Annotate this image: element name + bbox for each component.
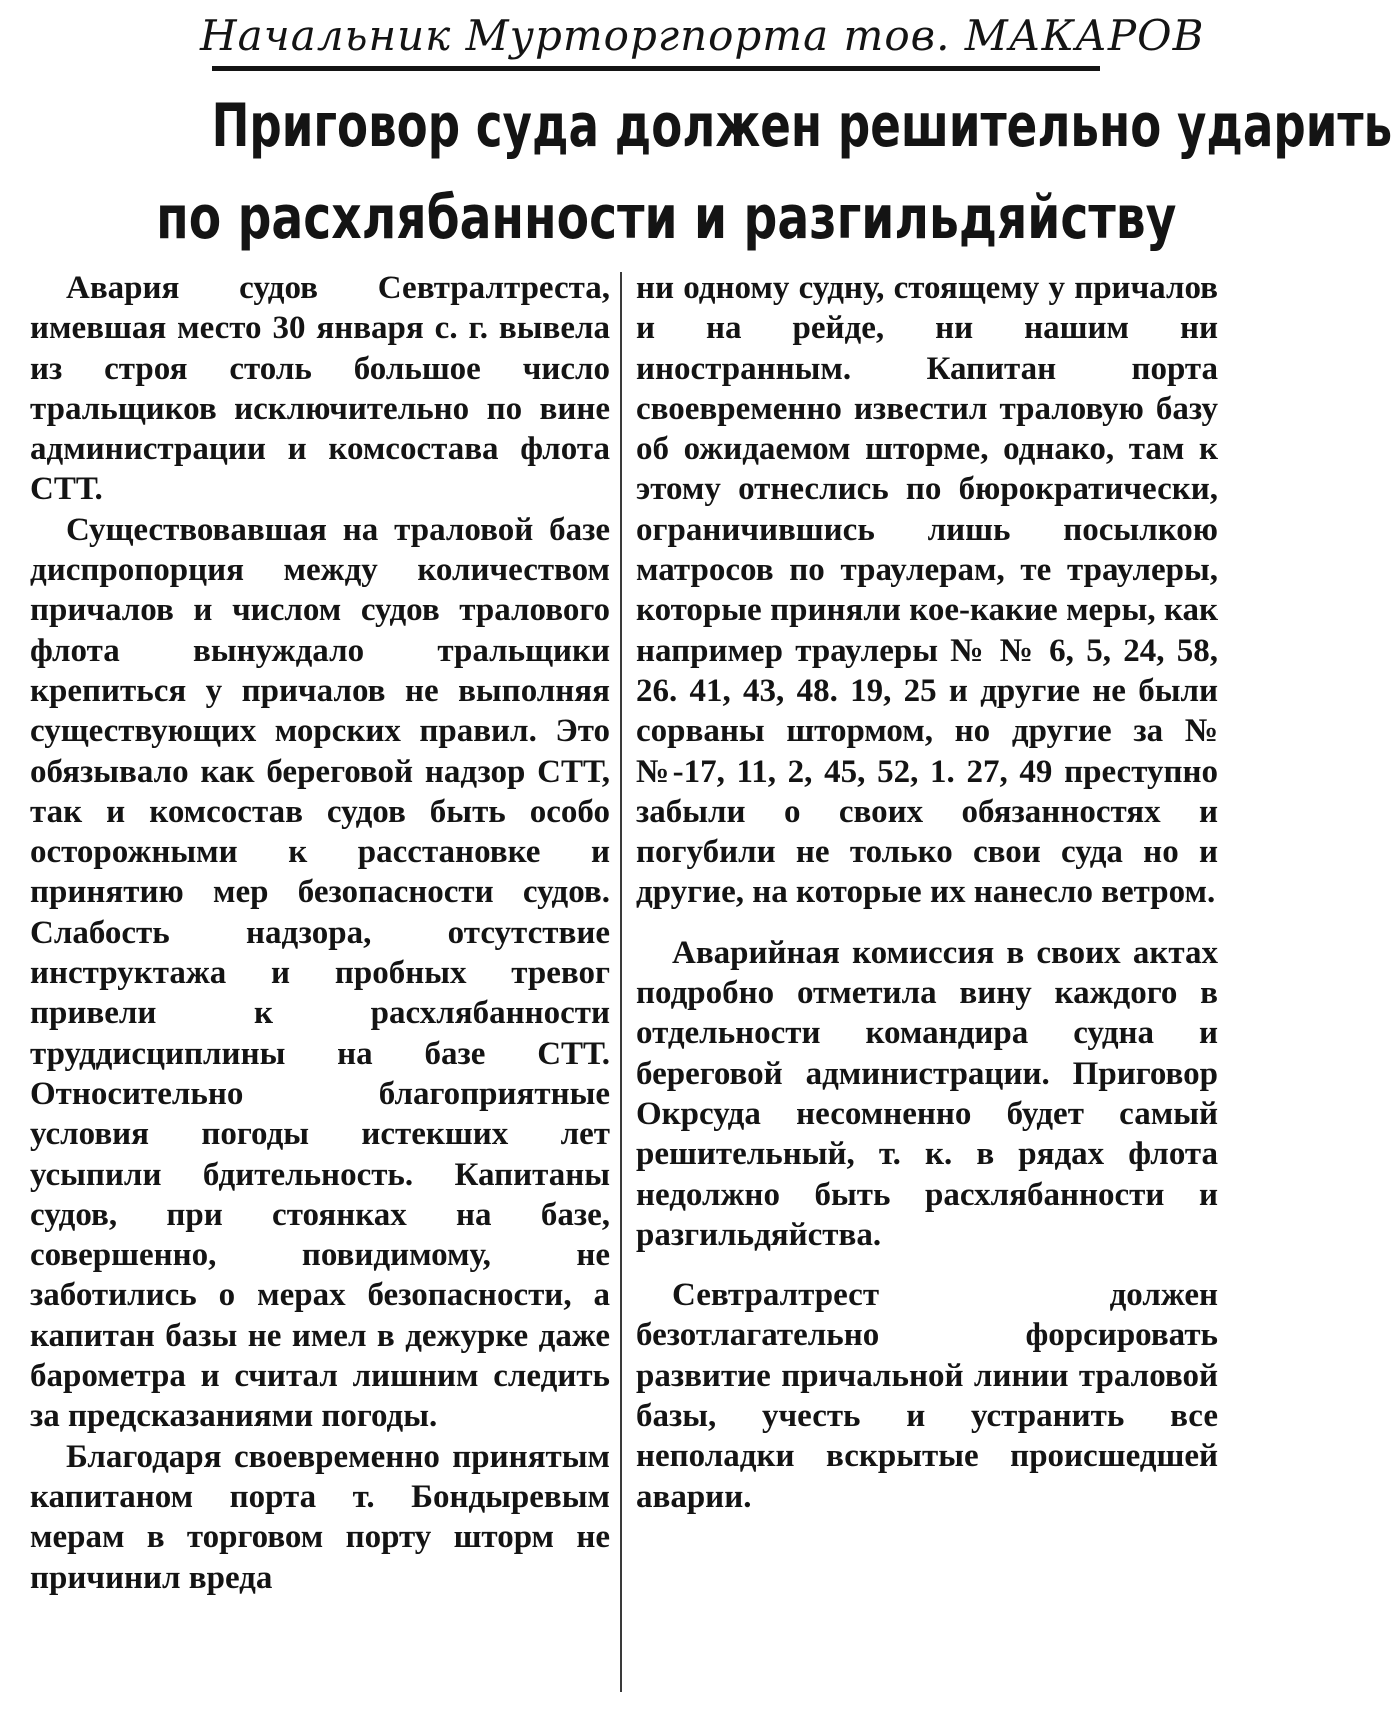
article-column-left [30,268,610,1598]
headline-line-1: Приговор суда должен решительно ударить [211,91,1392,161]
headline [18,80,1392,264]
paragraph: Авария судов Севтралтреста, имевшая место 30 января с. г. вывела из строя столь большое число тральщиков исключительно по вине администрации и комсостава флота СТТ. [30,270,610,508]
headline-line-2: по расхлябанности и разгильдяйству [156,183,1177,253]
paragraph: Севтралтрест должен безотлагательно форсировать развитие причальной линии траловой базы, учесть и устранить все неполадки вскрытые происшедшей аварии. [636,1277,1218,1515]
byline-underline [212,66,1100,71]
paragraph: Благодаря своевременно принятым капитаном порта т. Бондыревым мерам в торговом порту шторм не причинил вреда [30,1438,610,1596]
article-column-right [636,268,1218,1517]
paragraph: Аварийная комиссия в своих актах подробно отметила вину каждого в отдельности командира судна и береговой администрации. Приговор Окрсуда несомненно будет самый решительный, т. к. в рядах флота недолжно быть расхлябанности и разгильдяйства. [636,934,1218,1253]
column-divider [620,272,622,1692]
paragraph: ни одному судну, стоящему у причалов и на рейде, ни нашим ни иностранным. Капитан порта своевременно известил траловую базу об ожидаемом шторме, однако, там к этому отнеслись по бюрократически, ограничившись лишь посылкою матросов по траулерам, те траулеры, которые приняли кое-какие меры, как например траулеры № № 6, 5, 24, 58, 26. 41, 43, 48. 19, 25 и другие не были сорваны штормом, но другие за №№-17, 11, 2, 45, 52, 1. 27, 49 преступно забыли о своих обязанностях и погубили не только свои суда но и другие, на которые их нанесло ветром. [636,270,1218,911]
paragraph: Существовавшая на траловой базе диспропорция между количеством причалов и числом судов тралового флота вынуждало тральщики крепиться у причалов не выполняя существующих морских правил. Это обязывало как береговой надзор СТТ, так и комсостав судов быть особо осторожными к расстановке и принятию мер безопасности судов. Слабость надзора, отсутствие инструктажа и пробных тревог привели к расхлябанности труддисциплины на базе СТТ. Относительно благоприятные условия погоды истекших лет усыпили бдительность. Капитаны судов, при стоянках на базе, совершенно, повидимому, не заботились о мерах безопасности, а капитан базы не имел в дежурке даже барометра и считал лишним следить за предсказаниями погоды. [30,511,610,1435]
byline: Начальник Мурторгпорта тов. МАКАРОВ [200,11,1205,60]
